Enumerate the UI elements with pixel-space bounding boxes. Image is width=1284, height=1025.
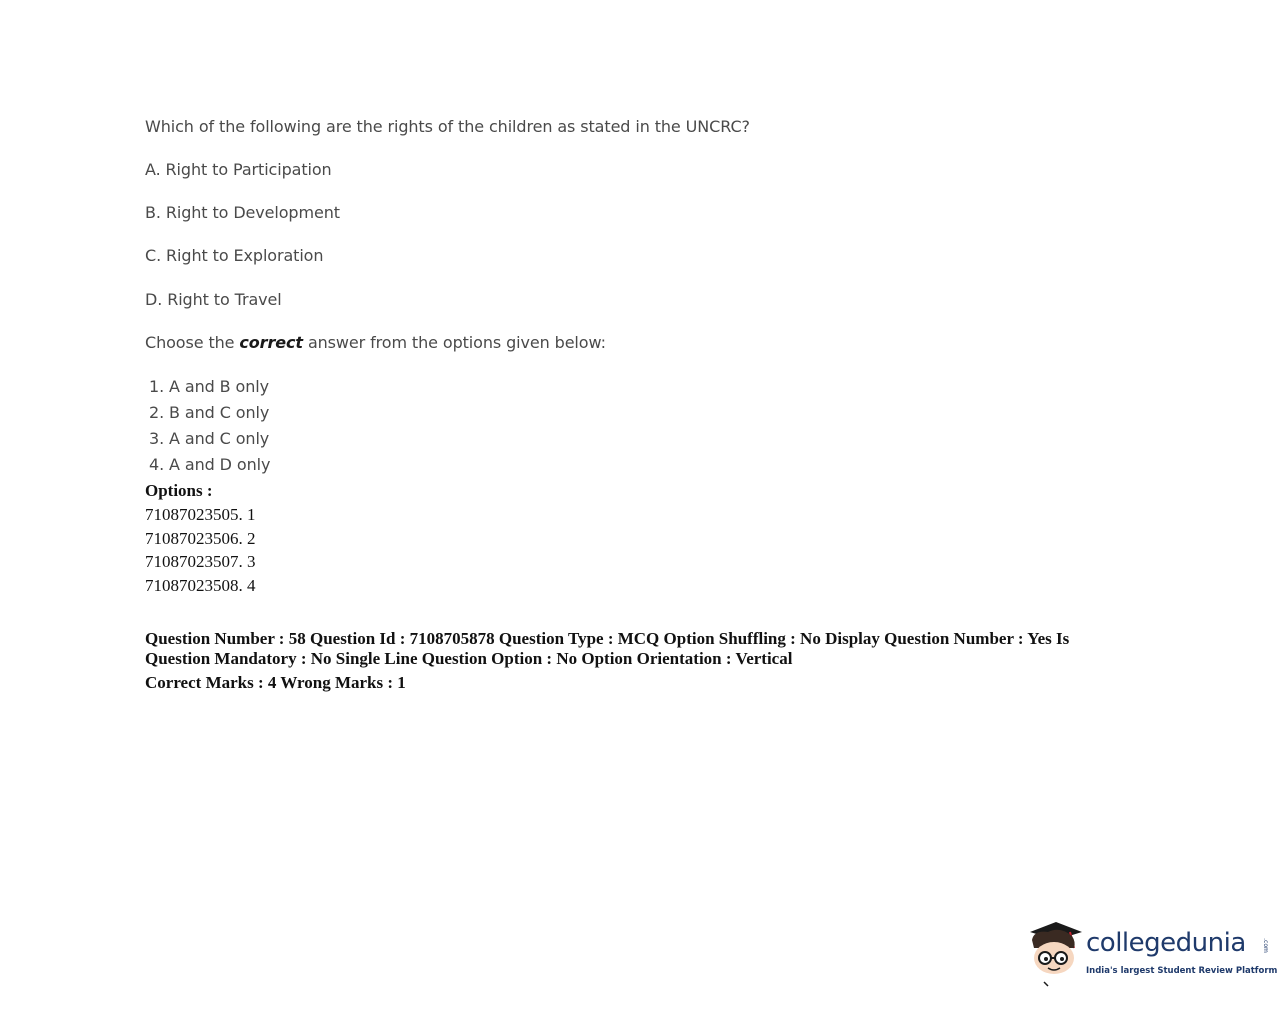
answer-choice-2: 2. B and C only [149, 403, 270, 422]
marks-info: Correct Marks : 4 Wrong Marks : 1 [145, 673, 406, 692]
options-heading: Options : [145, 481, 213, 500]
statement-c: C. Right to Exploration [145, 246, 324, 265]
answer-choice-1: 1. A and B only [149, 377, 269, 396]
answer-choice-4: 4. A and D only [149, 455, 271, 474]
statement-a: A. Right to Participation [145, 160, 332, 179]
statement-d: D. Right to Travel [145, 290, 282, 309]
question-text: Which of the following are the rights of the children as stated in the UNCRC? [145, 117, 750, 136]
question-metadata: Question Number : 58 Question Id : 7108705878 Question Type : MCQ Option Shuffling : No Display Question Number : Yes Is Question Mandatory : No Single Line Question Option : No Option Orientation : Vertical [145, 629, 1070, 668]
collegedunia-logo [1026, 918, 1278, 990]
statement-b: B. Right to Development [145, 203, 340, 222]
option-id-2: 71087023506. 2 [145, 529, 256, 548]
logo-wordmark: collegedunia [1086, 928, 1246, 958]
option-id-3: 71087023507. 3 [145, 552, 256, 571]
instruction-prefix: Choose the [145, 333, 240, 352]
logo-tagline: India's largest Student Review Platform [1086, 966, 1278, 976]
instruction-emphasis: correct [239, 333, 303, 352]
answer-choice-3: 3. A and C only [149, 429, 270, 448]
logo-suffix: .com [1261, 938, 1269, 953]
option-id-1: 71087023505. 1 [145, 505, 256, 524]
answer-instruction [145, 333, 606, 352]
option-id-4: 71087023508. 4 [145, 576, 256, 595]
instruction-suffix: answer from the options given below: [302, 333, 606, 352]
student-mascot-icon [1026, 918, 1086, 990]
